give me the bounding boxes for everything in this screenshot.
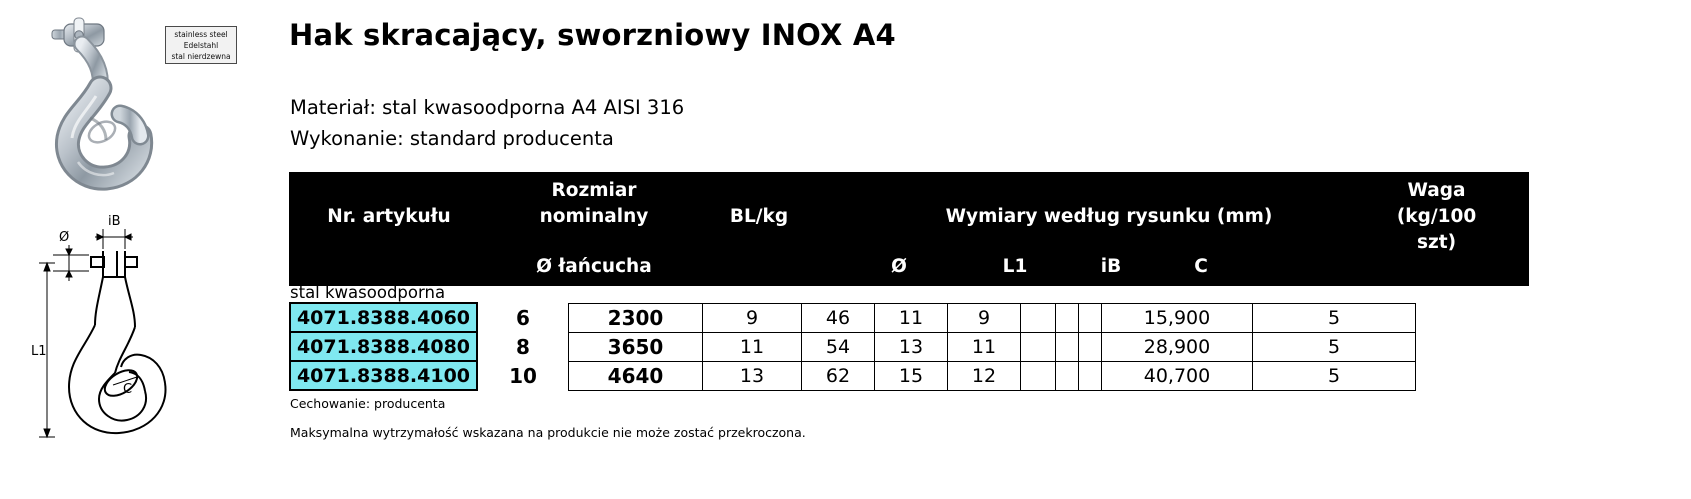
- product-info-column: [289, 0, 1691, 499]
- cell-blank-1: [1021, 303, 1056, 332]
- steel-badge-line-en: stainless steel: [174, 30, 228, 39]
- header-nominal-size-line2: nominalny: [539, 206, 649, 227]
- drawing-label-l1: L1: [31, 344, 47, 359]
- header-packaging-spacer: [1504, 204, 1691, 230]
- footnote-marking: Cechowanie: producenta: [290, 396, 446, 411]
- drawing-label-diameter: Ø: [59, 230, 70, 245]
- header-sub-diameter: Ø: [891, 256, 907, 277]
- steel-badge-line-pl: stal nierdzewna: [171, 52, 231, 61]
- header-packaging-line1: Opakowanie: [1535, 180, 1663, 201]
- cell-article-number[interactable]: 4071.8388.4060: [290, 303, 477, 332]
- cell-c: 12: [948, 361, 1021, 390]
- cell-nominal-size: 8: [516, 334, 530, 359]
- cell-c: 11: [948, 332, 1021, 361]
- cell-article-number[interactable]: 4071.8388.4100: [290, 361, 477, 390]
- cell-blank-2: [1056, 332, 1079, 361]
- technical-drawing: [25, 215, 260, 465]
- cell-blank-1: [1021, 332, 1056, 361]
- cell-packaging: 5: [1253, 332, 1416, 361]
- header-nominal-size-line1: Rozmiar: [551, 180, 637, 201]
- drawing-label-ib: iB: [108, 215, 121, 229]
- header-packaging-line2: (sztuk): [1562, 232, 1636, 253]
- cell-c: 9: [948, 303, 1021, 332]
- cell-diameter: 13: [703, 361, 802, 390]
- cell-l1: 62: [802, 361, 875, 390]
- cell-blank-2: [1056, 361, 1079, 390]
- cell-nominal-size: 6: [516, 305, 530, 330]
- cell-diameter: 9: [703, 303, 802, 332]
- table-header-band: [289, 172, 1663, 286]
- cell-blank-3: [1079, 303, 1102, 332]
- page-title: Hak skracający, sworzniowy INOX A4: [289, 18, 896, 52]
- cell-l1: 54: [802, 332, 875, 361]
- cell-ib: 13: [875, 332, 948, 361]
- cell-blank-2: [1056, 303, 1079, 332]
- cell-packaging: 5: [1253, 303, 1416, 332]
- cell-diameter: 11: [703, 332, 802, 361]
- header-article-number: Nr. artykułu: [327, 206, 451, 227]
- header-weight-line3: szt): [1416, 232, 1457, 253]
- cell-nominal-size: 10: [509, 363, 537, 388]
- cell-blank-3: [1079, 332, 1102, 361]
- header-sub-c: C: [1194, 256, 1208, 277]
- specification-table: [289, 302, 1416, 391]
- steel-badge-line-de: Edelstahl: [183, 41, 219, 50]
- material-line: Materiał: stal kwasoodporna A4 AISI 316: [290, 96, 685, 119]
- header-bl: BL/kg: [729, 206, 789, 227]
- table-row[interactable]: [290, 303, 1416, 332]
- hook-dimension-drawing-icon: [25, 215, 260, 465]
- cell-ib: 15: [875, 361, 948, 390]
- stainless-steel-badge: [165, 26, 237, 64]
- table-row[interactable]: [290, 332, 1416, 361]
- cell-weight: 15,900: [1102, 303, 1253, 332]
- header-packaging: [1504, 178, 1691, 256]
- cell-bl: 4640: [569, 361, 703, 390]
- table-body: [290, 303, 1416, 390]
- table-row[interactable]: [290, 361, 1416, 390]
- cell-bl: 2300: [569, 303, 703, 332]
- header-weight-line1: Waga: [1407, 180, 1466, 201]
- cell-blank-3: [1079, 361, 1102, 390]
- footnote-warning: Maksymalna wytrzymałość wskazana na produkcie nie może zostać przekroczona.: [290, 425, 806, 440]
- material-group-label: stal kwasoodporna: [290, 283, 446, 302]
- header-sub-ib: iB: [1100, 256, 1122, 277]
- header-weight-line2: (kg/100: [1396, 206, 1477, 227]
- cell-weight: 40,700: [1102, 361, 1253, 390]
- cell-blank-1: [1021, 361, 1056, 390]
- cell-article-number[interactable]: 4071.8388.4080: [290, 332, 477, 361]
- cell-packaging: 5: [1253, 361, 1416, 390]
- illustrations-column: [0, 0, 290, 499]
- header-chain-diameter: Ø łańcucha: [536, 256, 652, 277]
- cell-weight: 28,900: [1102, 332, 1253, 361]
- cell-bl: 3650: [569, 332, 703, 361]
- header-weight: [1369, 178, 1504, 256]
- header-dimensions: Wymiary według rysunku (mm): [945, 206, 1273, 227]
- drawing-label-c: C: [123, 382, 133, 397]
- cell-l1: 46: [802, 303, 875, 332]
- execution-line: Wykonanie: standard producenta: [290, 127, 614, 150]
- cell-ib: 11: [875, 303, 948, 332]
- header-sub-l1: L1: [1002, 256, 1028, 277]
- header-nominal-size: [479, 178, 709, 230]
